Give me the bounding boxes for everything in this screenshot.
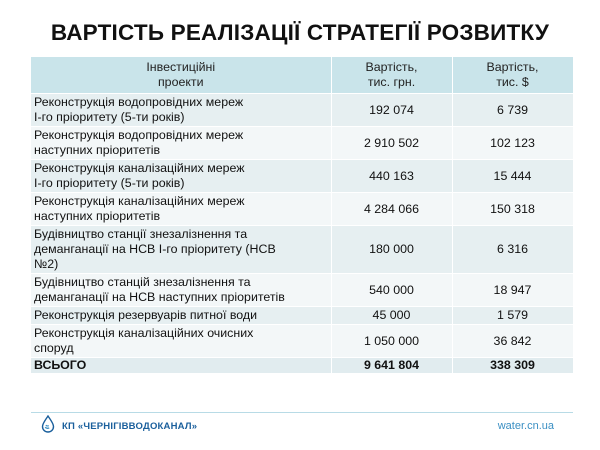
cost-uah-cell: 540 000 (331, 274, 452, 307)
website-url[interactable]: water.cn.ua (497, 420, 554, 432)
project-name-cell: Будівництво станцій знезалізнення та деманганації на НСВ наступних пріоритетів (31, 274, 331, 307)
column-header-projects: Інвестиційні проекти (31, 57, 331, 94)
cost-usd-cell: 36 842 (452, 325, 573, 358)
column-header-cost-usd: Вартість, тис. $ (452, 57, 573, 94)
table-row (31, 325, 573, 358)
project-name-cell: Реконструкція каналізаційних очисних споруд (31, 325, 331, 358)
cost-uah-cell: 4 284 066 (331, 193, 452, 226)
table-row (31, 226, 573, 274)
cost-uah-cell: 45 000 (331, 307, 452, 325)
table-total-row (31, 358, 573, 374)
cost-uah-cell: 192 074 (331, 94, 452, 127)
cost-uah-cell: 2 910 502 (331, 127, 452, 160)
water-drop-icon (40, 415, 56, 438)
cost-uah-cell: 440 163 (331, 160, 452, 193)
cost-usd-cell: 18 947 (452, 274, 573, 307)
project-name-cell: Реконструкція водопровідних мереж наступних пріоритетів (31, 127, 331, 160)
footer-divider (31, 412, 573, 413)
table-row (31, 160, 573, 193)
table-row (31, 193, 573, 226)
cost-usd-cell: 6 316 (452, 226, 573, 274)
table-header-row (31, 57, 573, 94)
column-header-cost-uah: Вартість, тис. грн. (331, 57, 452, 94)
company-name: КП «ЧЕРНІГІВВОДОКАНАЛ» (62, 420, 198, 432)
project-name-cell: Реконструкція водопровідних мереж І-го пріоритету (5-ти років) (31, 94, 331, 127)
project-name-cell: Реконструкція каналізаційних мереж наступних пріоритетів (31, 193, 331, 226)
cost-usd-cell: 1 579 (452, 307, 573, 325)
total-label-cell: ВСЬОГО (31, 358, 331, 374)
table-row (31, 307, 573, 325)
cost-uah-cell: 180 000 (331, 226, 452, 274)
table-row (31, 94, 573, 127)
cost-usd-cell: 6 739 (452, 94, 573, 127)
project-name-cell: Реконструкція каналізаційних мереж І-го пріоритету (5-ти років) (31, 160, 331, 193)
cost-usd-cell: 15 444 (452, 160, 573, 193)
cost-table (31, 57, 574, 373)
cost-uah-cell: 1 050 000 (331, 325, 452, 358)
cost-usd-cell: 150 318 (452, 193, 573, 226)
total-usd-cell: 338 309 (452, 358, 573, 374)
total-uah-cell: 9 641 804 (331, 358, 452, 374)
company-logo (40, 418, 197, 434)
table-row (31, 127, 573, 160)
project-name-cell: Реконструкція резервуарів питної води (31, 307, 331, 325)
cost-usd-cell: 102 123 (452, 127, 573, 160)
table-row (31, 274, 573, 307)
project-name-cell: Будівництво станції знезалізнення та деманганації на НСВ І-го пріоритету (НСВ №2) (31, 226, 331, 274)
page-title: ВАРТІСТЬ РЕАЛІЗАЦІЇ СТРАТЕГІЇ РОЗВИТКУ (50, 20, 550, 45)
